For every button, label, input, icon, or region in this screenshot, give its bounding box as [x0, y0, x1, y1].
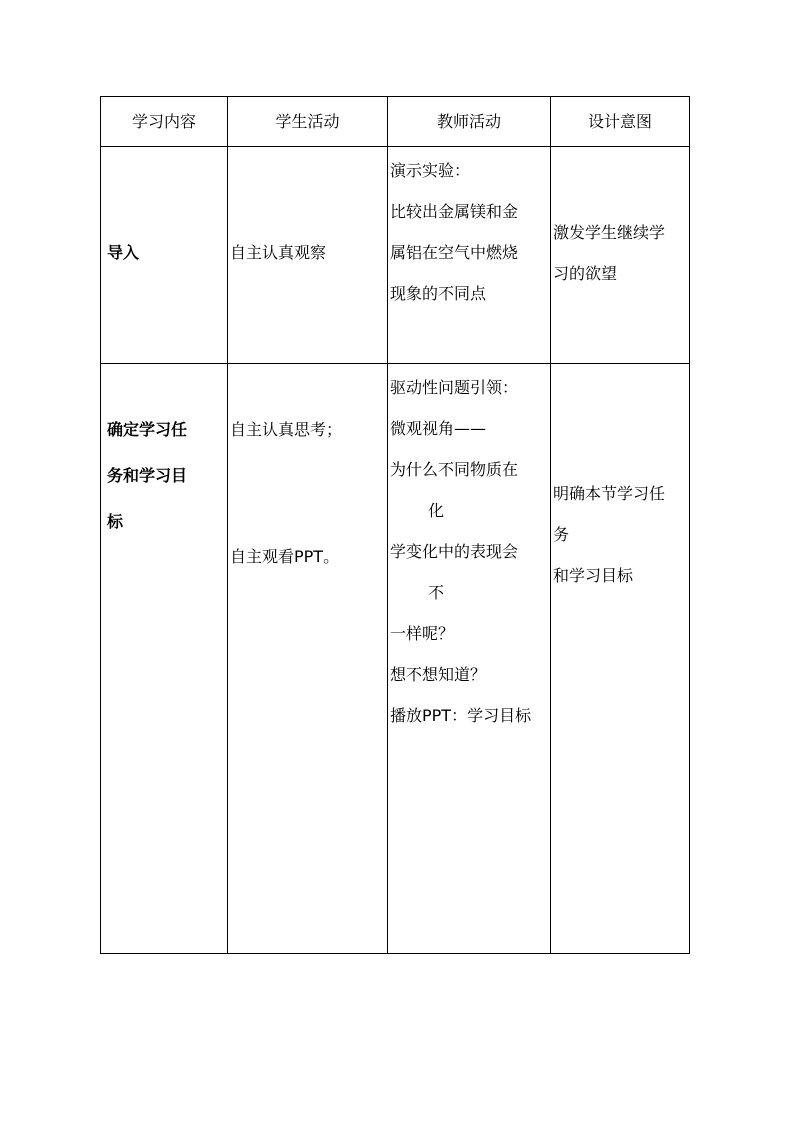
goals-student-cell [228, 364, 388, 954]
header-teacher-activity: 教师活动 [388, 97, 551, 147]
goals-teacher-cell [388, 364, 551, 954]
intro-intent-line: 习的欲望 [553, 264, 618, 283]
goals-teacher-line: 驱动性问题引领： [390, 378, 519, 397]
goals-stage-label [107, 420, 187, 558]
goals-teacher-line: 为什么不同物质在 [390, 460, 519, 479]
intro-teacher-line: 演示实验： [390, 161, 471, 180]
goals-student-activity-ppt: 自主观看PPT。 [230, 547, 340, 566]
goals-intent-line: 务 [553, 525, 570, 544]
header-design-intent: 设计意图 [551, 97, 690, 147]
intro-teacher-line: 比较出金属镁和金 [390, 202, 519, 221]
goals-teacher-line: 播放PPT：学习目标 [390, 706, 532, 725]
intro-student-activity: 自主认真观察 [230, 243, 327, 262]
goals-teacher-line: 学变化中的表现会 [390, 542, 519, 561]
intro-teacher-line: 属铝在空气中燃烧 [390, 243, 519, 262]
goals-teacher-line: 微观视角—— [390, 419, 487, 438]
goals-intent-line: 和学习目标 [553, 566, 634, 585]
goals-teacher-line: 想不想知道？ [390, 665, 487, 684]
header-student-activity: 学生活动 [228, 97, 388, 147]
goals-design-intent [553, 484, 665, 607]
lesson-plan-table [100, 96, 690, 954]
goals-teacher-line: 化 [428, 501, 445, 520]
intro-teacher-line: 现象的不同点 [390, 284, 487, 303]
goals-teacher-line: 不 [428, 583, 445, 602]
header-learning-content: 学习内容 [101, 97, 228, 147]
goals-stage-line: 确定学习任 [107, 420, 188, 439]
goals-student-activity-think: 自主认真思考； [230, 420, 343, 439]
intro-teacher-activity [390, 161, 518, 325]
intro-intent-cell [551, 147, 690, 364]
intro-teacher-cell [388, 147, 551, 364]
intro-design-intent [553, 223, 665, 305]
goals-intent-cell [551, 364, 690, 954]
goals-teacher-line: 一样呢？ [390, 624, 455, 643]
goals-stage-line: 标 [107, 512, 124, 531]
intro-stage-label: 导入 [107, 243, 140, 262]
table-row-goals [101, 364, 690, 954]
intro-stage-cell [101, 147, 228, 364]
intro-student-cell [228, 147, 388, 364]
table-header-row [101, 97, 690, 147]
goals-intent-line: 明确本节学习任 [553, 484, 666, 503]
goals-teacher-activity [390, 378, 531, 747]
intro-intent-line: 激发学生继续学 [553, 223, 666, 242]
goals-stage-line: 务和学习目 [107, 466, 188, 485]
table-row-intro [101, 147, 690, 364]
goals-stage-cell [101, 364, 228, 954]
